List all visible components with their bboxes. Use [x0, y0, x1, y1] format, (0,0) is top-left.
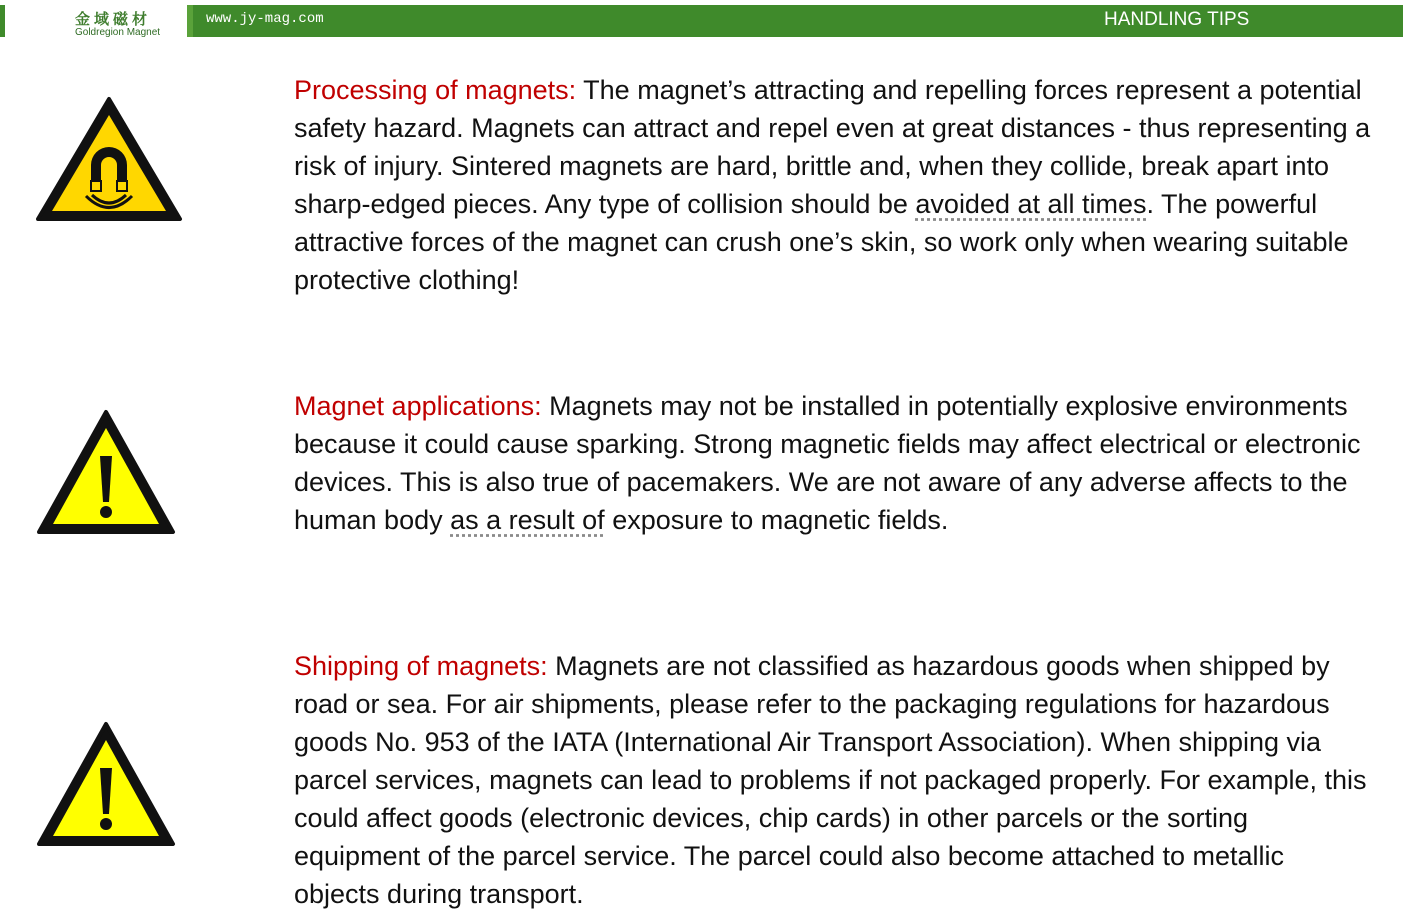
magnet-warning-icon [34, 95, 184, 223]
section-text-end: exposure to magnetic fields. [604, 505, 949, 535]
section-applications [294, 387, 1374, 539]
section-text-end: . The powerful attractive forces of the magnet can crush one’s skin, so work only when wearing suitable protective clothing! [294, 189, 1349, 295]
site-url: www.jy-mag.com [206, 11, 324, 27]
page-header [0, 0, 1403, 40]
section-label: Shipping of magnets: [294, 651, 548, 681]
exclamation-warning-icon [35, 720, 177, 848]
exclamation-warning-icon [35, 408, 177, 536]
section-shipping [294, 647, 1374, 913]
section-processing [294, 71, 1374, 299]
header-divider [187, 5, 193, 37]
logo-english-name: Goldregion Magnet [75, 27, 161, 38]
section-label: Magnet applications: [294, 391, 542, 421]
section-text: Magnets are not classified as hazardous goods when shipped by road or sea. For air shipments, please refer to the packaging regulations for hazardous goods No. 953 of the IATA (International Air Transport Association). When shipping via parcel services, magnets can lead to problems if not packaged properly. For example, this could affect goods (electronic devices, chip cards) in other parcels or the sorting equipment of the parcel service. The parcel could also become attached to metallic objects during transport. [294, 651, 1367, 909]
section-text: The magnet’s attracting and repelling forces represent a potential safety hazard. Magnets can attract and repel even at great distances - thus representing a risk of injury. Sintered magnets are hard, brittle and, when they collide, break apart into sharp-edged pieces. Any type of collision should be [294, 75, 1371, 219]
logo-chinese-name: 金域磁材 [75, 10, 152, 28]
section-label: Processing of magnets: [294, 75, 577, 105]
section-title: HANDLING TIPS [1104, 9, 1250, 30]
marked-phrase: as a result of [450, 505, 605, 535]
logo-area [5, 5, 187, 37]
section-text: Magnets may not be installed in potentially explosive environments because it could cause sparking. Strong magnetic fields may affect electrical or electronic devices. This is also true of pacemakers. We are not aware of any adverse affects to the human body [294, 391, 1361, 535]
marked-phrase: avoided at all times [915, 189, 1147, 219]
